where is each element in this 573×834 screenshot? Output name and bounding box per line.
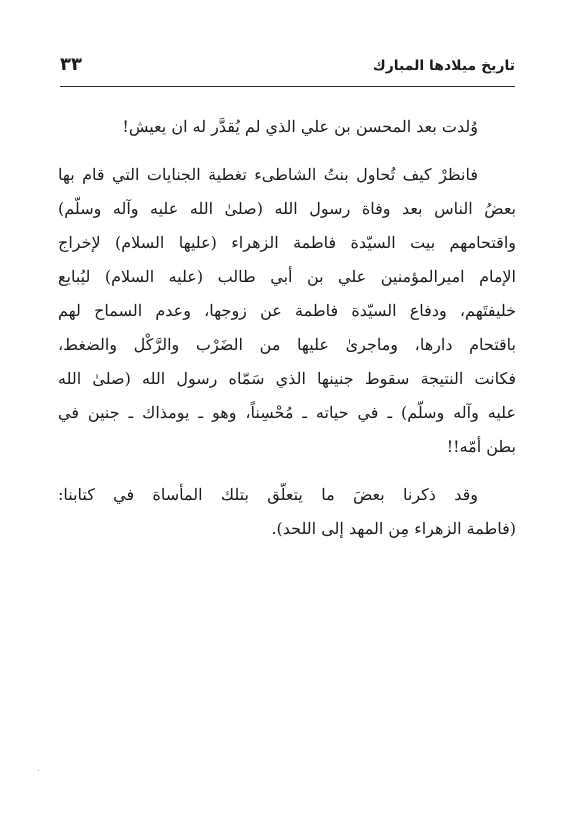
running-title: تاريخ ميلادها المبارك (372, 58, 515, 74)
text-line: واقتحامهم بيت السيّدة فاطمة الزهراء (عليها السلام) لإخراج (58, 233, 516, 252)
text-line: وُلدت بعد المحسن بن علي الذي لم يُقدَّر له ان يعيش! (122, 117, 478, 136)
text-line: وقد ذكرنا بعضَ ما يتعلّق بتلك المأساة في كتابنا: (58, 485, 478, 504)
paragraph (58, 478, 516, 546)
header-rule (60, 86, 515, 87)
running-header (60, 52, 515, 86)
text-line: فكانت النتيجة سقوط جنينها الذي سَمّاه رسول الله (صلىٰ الله (58, 369, 516, 388)
page-number: ٣٣ (60, 54, 82, 75)
text-line: خليفتَهم، ودفاع السيّدة فاطمة عن زوجها، وعدم السماح لهم (58, 301, 516, 320)
text-line: الإمام اميرالمؤمنين علي بن أبي طالب (عليه السلام) ليُبايع (58, 267, 516, 286)
paragraph (58, 110, 516, 144)
body-text (58, 110, 516, 546)
text-line: فانظرْ كيف تُحاول بنتُ الشاطىء تغطية الجنايات التي قام بها (58, 165, 478, 184)
text-line: (فاطمة الزهراء مِن المهد إلى اللحد). (271, 519, 516, 538)
text-line: باقتحام دارها، وماجرىٰ عليها من الضَرْب والرَّكْل والضغط، (58, 335, 516, 354)
text-line: بعضُ الناس بعد وفاة رسول الله (صلىٰ الله عليه وآله وسلّم) (58, 199, 516, 218)
text-line: عليه وآله وسلّم) ـ في حياته ـ مُحْسِناً، وهو ـ يومذاك ـ جنين في (58, 403, 516, 422)
scan-speck (38, 770, 39, 771)
text-line: بطن أمّه!! (446, 437, 516, 456)
paragraph (58, 158, 516, 464)
